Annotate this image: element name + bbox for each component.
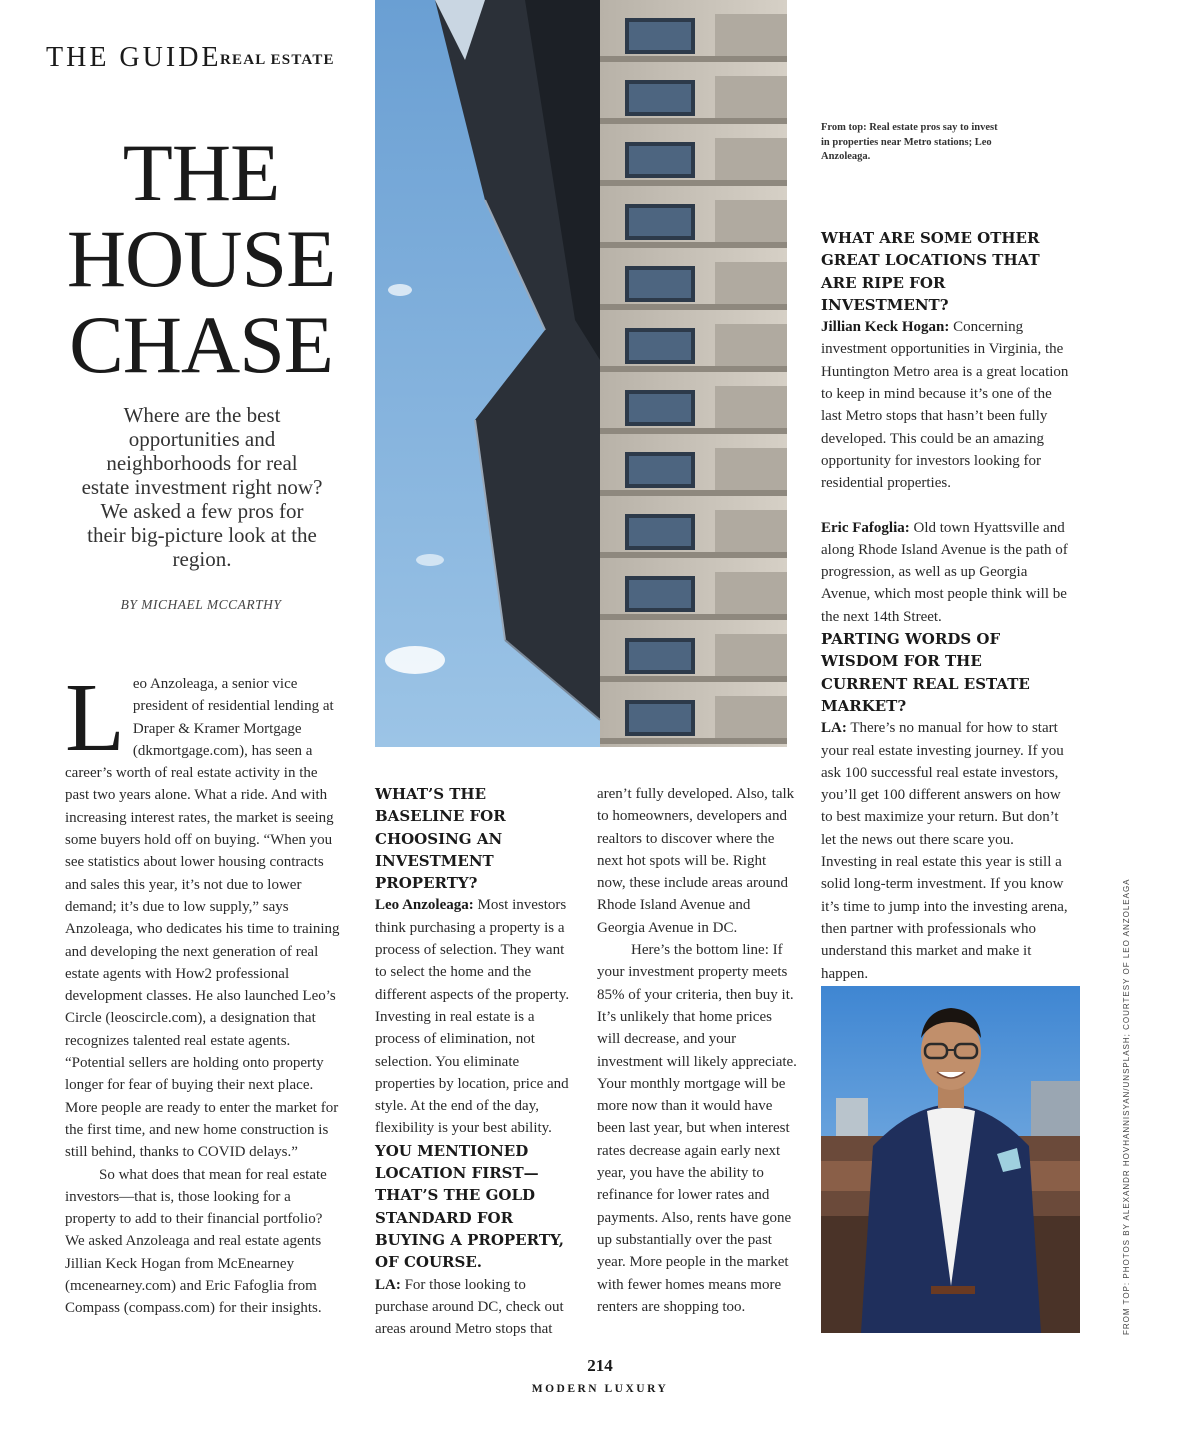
answer-paragraph: [375, 1274, 575, 1341]
article-column-3: [597, 783, 797, 1318]
building-photo: [375, 0, 787, 747]
body-paragraph: aren’t fully developed. Also, talk to homeowners, developers and realtors to discover where the next hot spots will be. Right now, these include areas around Rhode Island Avenue and Georgia Avenue in DC.: [597, 786, 795, 936]
photo-caption: From top: Real estate pros say to invest in properties near Metro stations; Leo Anzoleaga.: [821, 122, 998, 162]
answer-paragraph: [375, 894, 575, 1139]
title-line: THE: [122, 127, 280, 218]
subsection-label: REAL ESTATE: [220, 52, 335, 68]
answer-text: Concerning investment opportunities in Virginia, the Huntington Metro area is a great location to keep in mind because it’s one of the last Metro stops that hasn’t been fully developed. This could be an amazing opportunity for investors looking for residential properties.: [821, 319, 1069, 492]
answer-paragraph: [821, 316, 1071, 494]
article-column-2: [375, 783, 575, 1340]
question-heading: WHAT’S THE BASELINE FOR CHOOSING AN INVESTMENT PROPERTY?: [375, 785, 506, 893]
speaker-name: LA:: [375, 1276, 401, 1293]
question-heading: WHAT ARE SOME OTHER GREAT LOCATIONS THAT ARE RIPE FOR INVESTMENT?: [821, 229, 1040, 314]
title-line: HOUSE: [66, 213, 336, 304]
answer-text: Old town Hyattsville and along Rhode Island Avenue is the path of progression, as well as up Georgia Avenue, which most people think will be the next 14th Street.: [821, 519, 1068, 625]
answer-text: For those looking to purchase around DC, check out areas around Metro stops that: [375, 1276, 564, 1338]
publication-name: MODERN LUXURY: [531, 1383, 669, 1395]
section-label: THE GUIDE: [46, 42, 222, 73]
page-number: 214: [587, 1356, 613, 1375]
article-column-1: [65, 664, 341, 1320]
question-heading: PARTING WORDS OF WISDOM FOR THE CURRENT REAL ESTATE MARKET?: [821, 630, 1030, 715]
article-column-4: [821, 227, 1071, 985]
portrait-photo: [821, 986, 1080, 1333]
answer-paragraph: [821, 717, 1071, 985]
question-heading: YOU MENTIONED LOCATION FIRST—THAT’S THE GOLD STANDARD FOR BUYING A PROPERTY, OF COURSE.: [375, 1141, 564, 1272]
photo-credit: FROM TOP: PHOTOS BY ALEXANDR HOVHANNISYAN/UNSPLASH; COURTESY OF LEO ANZOLEAGA: [1122, 878, 1131, 1335]
drop-cap: L: [65, 664, 125, 772]
article-title: [40, 127, 362, 390]
speaker-name: Leo Anzoleaga:: [375, 897, 474, 914]
article-dek: Where are the best opportunities and neighborhoods for real estate investment right now? We asked a few pros for their big-picture look at the region.: [81, 403, 323, 571]
answer-text: There’s no manual for how to start your real estate investing journey. If you ask 100 successful real estate investors, you’ll get 100 different answers on how to best maximize your return. But don’t let the news out there scare you. Investing in real estate this year is still a solid long-term investment. If you know it’s time to jump into the investing arena, then partner with professionals who understand this market and make it happen.: [821, 720, 1068, 982]
body-paragraph: Here’s the bottom line: If your investment property meets 85% of your criteria, then buy it. It’s unlikely that home prices will decrease, and your investment will likely appreciate. Your monthly mortgage will be more now than it would have been last year, but when interest rates decrease again early next year, you have the ability to refinance for lower rates and payments. Also, rents have gone up substantially over the past year. More people in the market with fewer homes means more renters are shopping too.: [597, 942, 797, 1315]
byline: BY MICHAEL MCCARTHY: [120, 597, 282, 612]
answer-text: Most investors think purchasing a property is a process of selection. They want to select the home and the different aspects of the property. Investing in real estate is a process of elimination, not selection. You eliminate properties by location, price and style. At the end of the day, flexibility is your best ability.: [375, 897, 570, 1137]
body-paragraph: So what does that mean for real estate investors—that is, those looking for a property to add to their financial portfolio? We asked Anzoleaga and real estate agents Jillian Keck Hogan from McEnearney (mcenearney.com) and Eric Fafoglia from Compass (compass.com) for their insights.: [65, 1166, 327, 1317]
speaker-name: LA:: [821, 720, 847, 737]
body-paragraph: eo Anzoleaga, a senior vice president of residential lending at Draper & Kramer Mortgage (dkmortgage.com), has seen a career’s worth of real estate activity in the past two years alone. What a ride. And with increasing interest rates, the market is seeing some buyers hold off on buying. “When you see statistics about lower housing contracts and sales this year, it’s not due to lower demand; it’s due to low supply,” says Anzoleaga, who dedicates his time to training and developing the next generation of real estate agents with How2 professional development classes. He also launched Leo’s Circle (leoscircle.com), a designation that recognizes talented real estate agents. “Potential sellers are holding onto property longer for fear of buying their next place. More people are ready to enter the market for the first time, and new home construction is still behind, thanks to COVID delays.”: [65, 676, 340, 1161]
speaker-name: Jillian Keck Hogan:: [821, 319, 950, 336]
title-line: CHASE: [69, 299, 333, 390]
speaker-name: Eric Fafoglia:: [821, 519, 910, 536]
answer-paragraph: [821, 517, 1071, 628]
